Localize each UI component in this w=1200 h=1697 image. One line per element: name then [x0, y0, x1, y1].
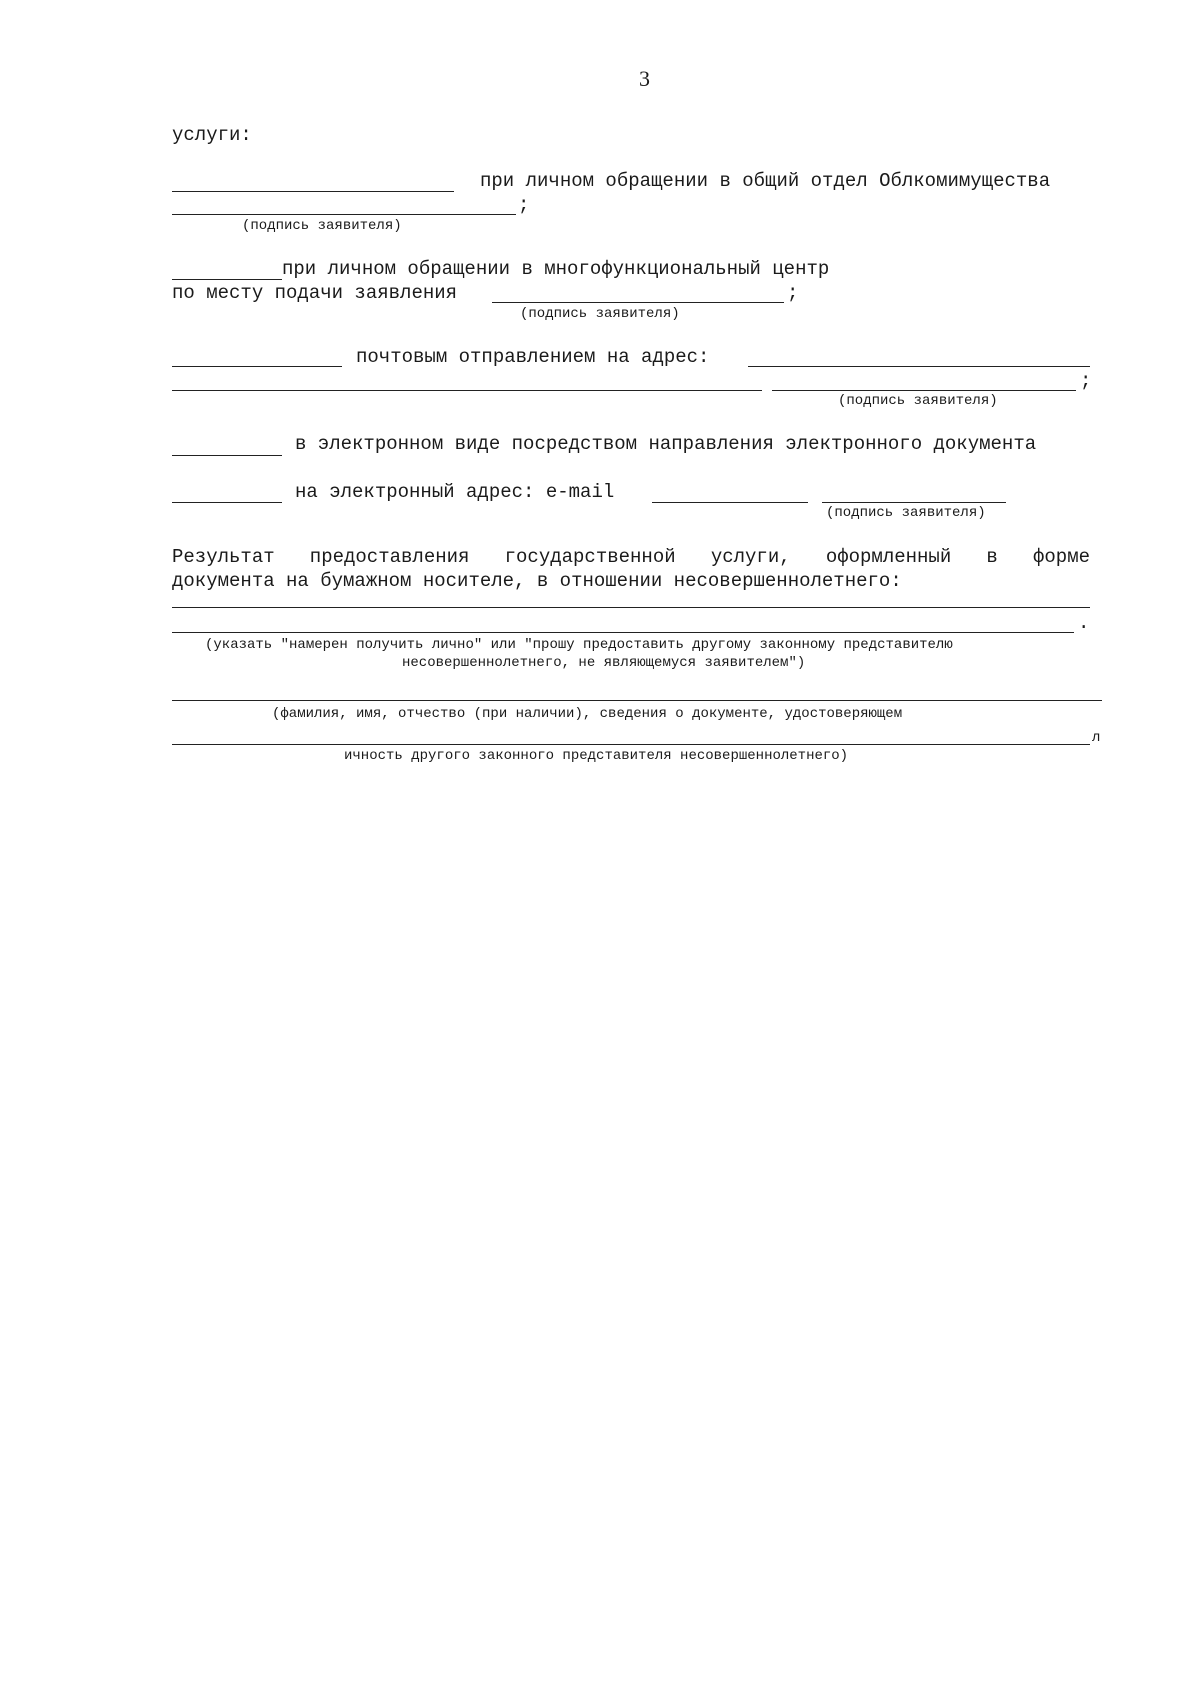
- intro-word: услуги:: [172, 124, 252, 146]
- result-word: предоставления: [309, 546, 470, 568]
- post-signature-line[interactable]: [772, 390, 1076, 391]
- result-word: в: [986, 546, 998, 568]
- result-caption-line2: несовершеннолетнего, не являющемуся заявителем"): [402, 655, 806, 671]
- representative-trailing-letter: л: [1092, 730, 1101, 746]
- oblkom-mark-line[interactable]: [172, 191, 454, 192]
- result-word: форме: [1032, 546, 1090, 568]
- result-paragraph-line1: [172, 546, 1090, 568]
- result-answer-line-1[interactable]: [172, 607, 1090, 608]
- mfc-option-line2: по месту подачи заявления: [172, 282, 458, 304]
- mfc-signature-caption: (подпись заявителя): [520, 306, 680, 322]
- result-word: государственной: [504, 546, 676, 568]
- representative-line-1[interactable]: [172, 700, 1102, 701]
- result-paragraph-line2: документа на бумажном носителе, в отношении несовершеннолетнего:: [172, 570, 902, 592]
- mfc-mark-line[interactable]: [172, 279, 282, 280]
- electronic-option-text: в электронном виде посредством направления электронного документа: [295, 433, 1037, 455]
- email-mark-line[interactable]: [172, 502, 282, 503]
- result-word: услуги,: [710, 546, 791, 568]
- email-signature-caption: (подпись заявителя): [826, 505, 986, 521]
- email-address-line[interactable]: [652, 502, 808, 503]
- post-address-line-2[interactable]: [172, 390, 762, 391]
- result-caption-line1: (указать "намерен получить лично" или "прошу предоставить другому законному представителю: [205, 637, 953, 653]
- oblkom-signature-caption: (подпись заявителя): [242, 218, 402, 234]
- representative-caption-line2: ичность другого законного представителя несовершеннолетнего): [344, 748, 849, 764]
- result-word: оформленный: [825, 546, 952, 568]
- mfc-signature-line[interactable]: [492, 302, 784, 303]
- result-answer-line-2[interactable]: [172, 632, 1074, 633]
- oblkom-signature-line[interactable]: [172, 214, 516, 215]
- post-option-text: почтовым отправлением на адрес:: [356, 346, 710, 368]
- post-address-line[interactable]: [748, 366, 1090, 367]
- post-semicolon: ;: [1080, 370, 1092, 392]
- email-option-text: на электронный адрес: e-mail: [295, 481, 615, 503]
- mfc-option-line1: при личном обращении в многофункциональный центр: [282, 258, 830, 280]
- representative-caption-line1: (фамилия, имя, отчество (при наличии), сведения о документе, удостоверяющем: [272, 706, 903, 722]
- post-mark-line[interactable]: [172, 366, 342, 367]
- page-number: 3: [639, 66, 650, 91]
- result-period: .: [1078, 612, 1090, 634]
- oblkom-option-text: при личном обращении в общий отдел Облкомимущества: [480, 170, 1051, 192]
- electronic-mark-line[interactable]: [172, 455, 282, 456]
- representative-line-2[interactable]: [172, 744, 1090, 745]
- post-signature-caption: (подпись заявителя): [838, 393, 998, 409]
- email-signature-line[interactable]: [822, 502, 1006, 503]
- result-word: Результат: [172, 546, 275, 568]
- oblkom-semicolon: ;: [518, 194, 530, 216]
- mfc-semicolon: ;: [787, 282, 799, 304]
